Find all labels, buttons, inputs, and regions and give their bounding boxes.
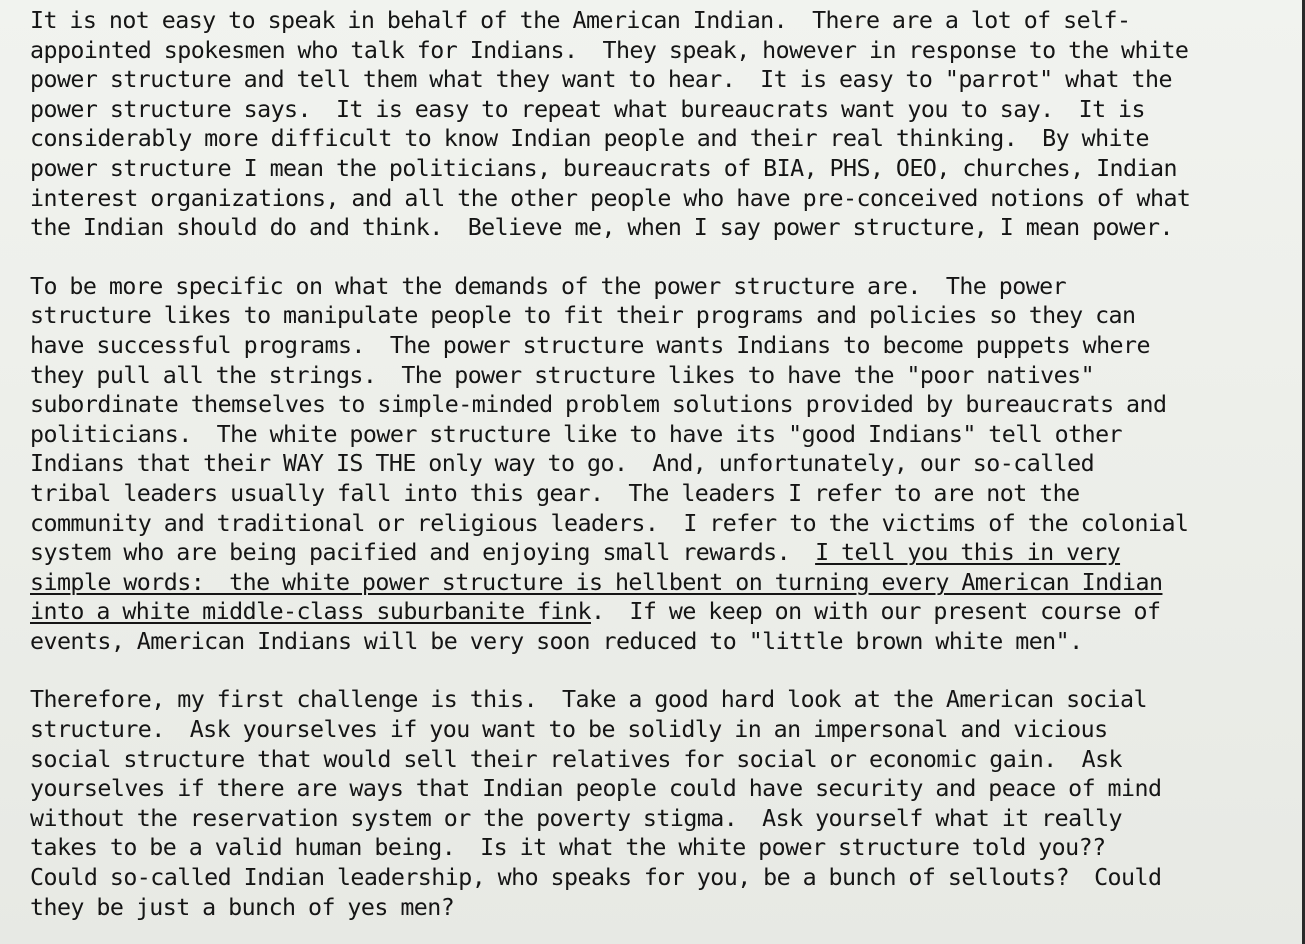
text-line — [30, 36, 1279, 66]
text-segment: takes to be a valid human being. Is it what the white power structure told you?? — [30, 834, 1106, 862]
text-line — [30, 301, 1279, 331]
text-segment: To be more specific on what the demands of the power structure are. The power — [30, 272, 1067, 300]
text-line — [30, 184, 1279, 214]
text-line — [30, 154, 1279, 184]
text-segment: the Indian should do and think. Believe me, when I say power structure, I mean power. — [30, 214, 1173, 242]
text-line — [30, 568, 1279, 598]
text-segment: It is not easy to speak in behalf of the American Indian. There are a lot of self- — [30, 7, 1131, 34]
underlined-text: I tell you this in very — [815, 539, 1121, 567]
text-segment: Indians that their WAY IS THE only way to go. And, unfortunately, our so-called — [30, 450, 1095, 478]
text-segment: social structure that would sell their relatives for social or economic gain. Ask — [30, 745, 1123, 773]
text-segment: system who are being pacified and enjoying small rewards. — [30, 539, 816, 567]
text-segment: Could so-called Indian leadership, who speaks for you, be a bunch of sellouts? Could — [30, 864, 1162, 892]
text-segment: events, American Indians will be very soon reduced to "little brown white men". — [30, 627, 1083, 655]
document-body — [30, 6, 1279, 922]
text-line — [30, 863, 1279, 893]
text-segment: interest organizations, and all the other people who have pre-conceived notions of what — [30, 184, 1191, 212]
text-segment: . If we keep on with our present course of — [591, 598, 1161, 626]
text-line — [30, 420, 1279, 450]
text-line — [30, 685, 1279, 715]
text-line — [30, 213, 1279, 243]
text-line — [30, 272, 1279, 302]
text-line — [30, 124, 1279, 154]
text-line — [30, 95, 1279, 125]
text-line — [30, 449, 1279, 479]
text-line — [30, 390, 1279, 420]
text-line — [30, 833, 1279, 863]
text-line — [30, 715, 1279, 745]
text-segment: power structure I mean the politicians, bureaucrats of BIA, PHS, OEO, churches, Indian — [30, 154, 1177, 182]
paragraph — [30, 6, 1279, 243]
text-segment: considerably more difficult to know Indian people and their real thinking. By white — [30, 125, 1149, 153]
text-line — [30, 627, 1279, 657]
text-segment: power structure says. It is easy to repeat what bureaucrats want you to say. It is — [30, 95, 1145, 123]
text-segment: structure likes to manipulate people to fit their programs and policies so they can — [30, 302, 1136, 330]
text-line — [30, 538, 1279, 568]
paragraph — [30, 272, 1279, 657]
text-line — [30, 597, 1279, 627]
text-segment: have successful programs. The power structure wants Indians to become puppets where — [30, 331, 1150, 359]
text-segment: structure. Ask yourselves if you want to be solidly in an impersonal and vicious — [30, 716, 1108, 744]
text-line — [30, 65, 1279, 95]
text-segment: subordinate themselves to simple-minded problem solutions provided by bureaucrats and — [30, 391, 1167, 419]
text-segment: Therefore, my first challenge is this. Take a good hard look at the American social — [30, 686, 1147, 714]
underlined-text: into a white middle-class suburbanite fink — [30, 598, 591, 626]
text-segment: they pull all the strings. The power structure likes to have the "poor natives" — [30, 361, 1095, 389]
text-segment: politicians. The white power structure like to have its "good Indians" tell other — [30, 420, 1123, 448]
text-line — [30, 509, 1279, 539]
text-segment: without the reservation system or the poverty stigma. Ask yourself what it really — [30, 804, 1123, 832]
text-segment: appointed spokesmen who talk for Indians. They speak, however in response to the white — [30, 36, 1189, 64]
text-line — [30, 804, 1279, 834]
text-line — [30, 361, 1279, 391]
underlined-text: simple words: the white power structure is hellbent on turning every American Indian — [30, 568, 1163, 596]
text-segment: tribal leaders usually fall into this gear. The leaders I refer to are not the — [30, 479, 1080, 507]
text-line — [30, 745, 1279, 775]
text-segment: power structure and tell them what they want to hear. It is easy to "parrot" what the — [30, 66, 1172, 94]
text-segment: yourselves if there are ways that Indian people could have security and peace of mind — [30, 775, 1162, 803]
text-line — [30, 774, 1279, 804]
text-line — [30, 479, 1279, 509]
text-line — [30, 6, 1279, 36]
text-line — [30, 893, 1279, 923]
text-segment: they be just a bunch of yes men? — [30, 893, 455, 921]
paragraph — [30, 685, 1279, 922]
text-segment: community and traditional or religious leaders. I refer to the victims of the colonial — [30, 509, 1189, 537]
text-line — [30, 331, 1279, 361]
